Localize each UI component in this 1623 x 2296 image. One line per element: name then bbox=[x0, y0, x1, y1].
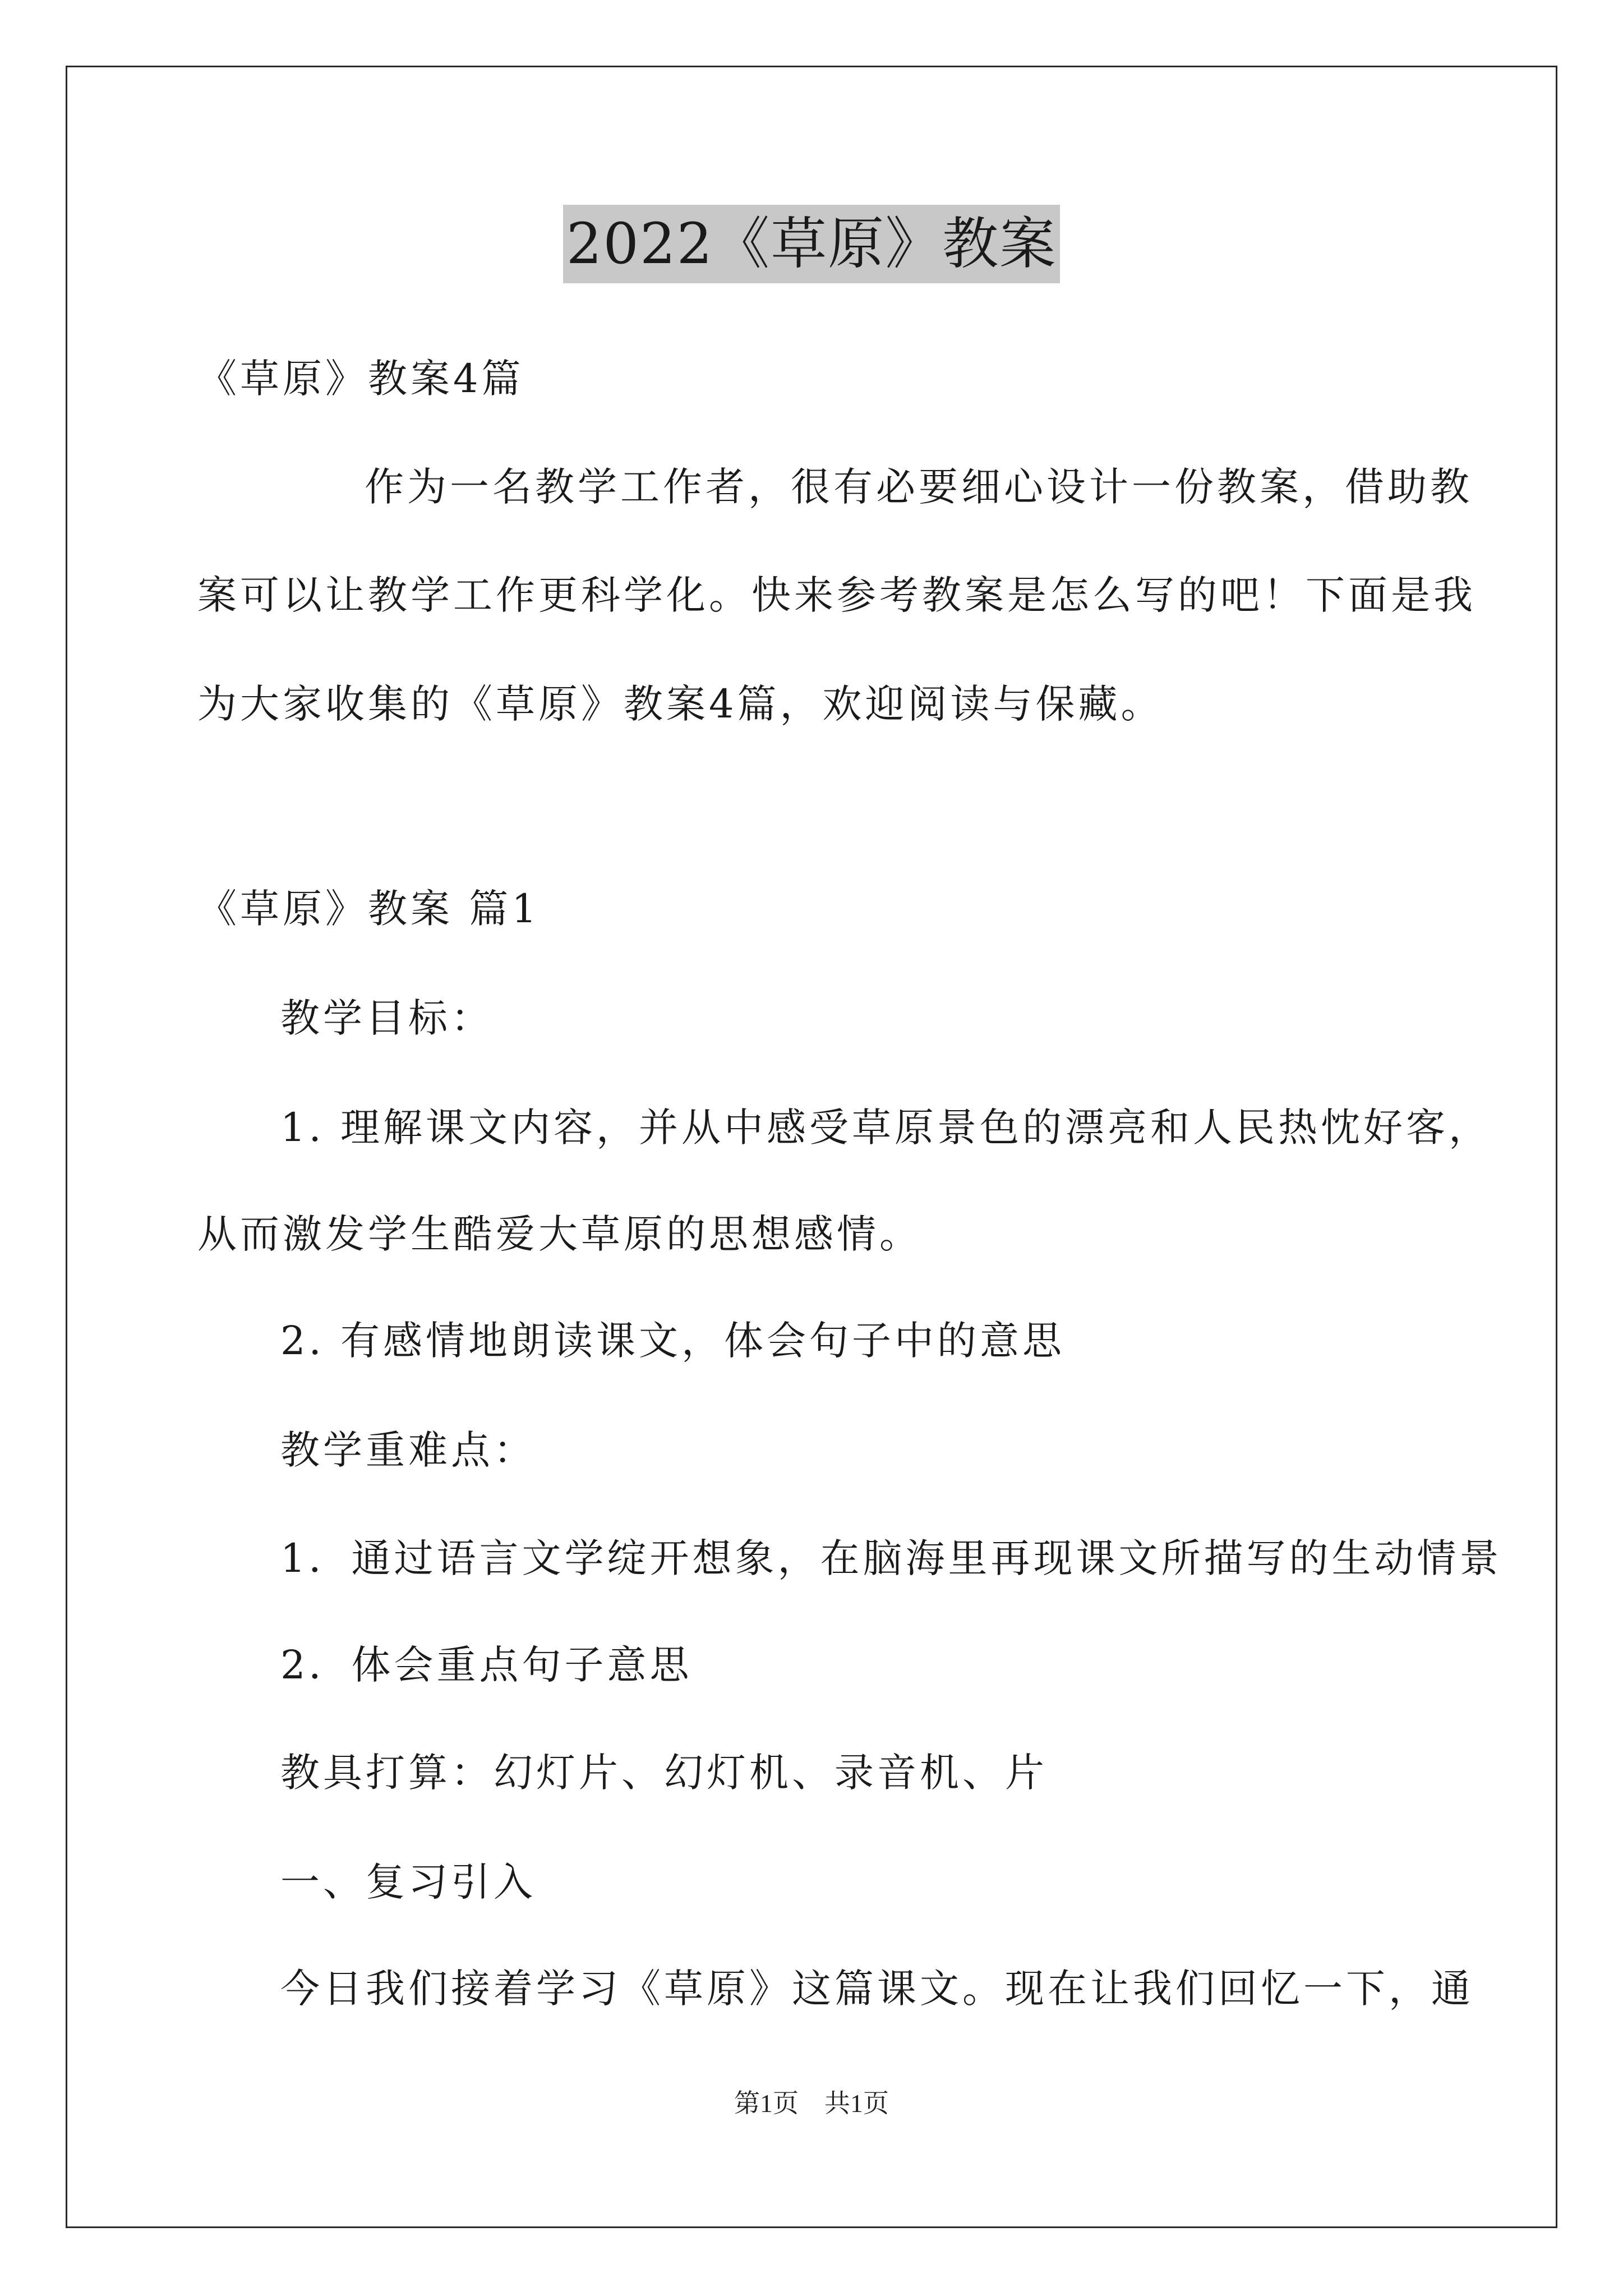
intro-line-1: 作为一名教学工作者，很有必要细心设计一份教案，借助教 bbox=[365, 464, 1473, 510]
body-line-5: 教学重难点： bbox=[280, 1427, 536, 1473]
body-line-7: 2．体会重点句子意思 bbox=[280, 1642, 693, 1688]
page-number: 第1页 bbox=[734, 2089, 799, 2118]
body-line-6: 1．通过语言文学绽开想象，在脑海里再现课文所描写的生动情景 bbox=[280, 1535, 1502, 1581]
body-line-4: 2. 有感情地朗读课文，体会句子中的意思 bbox=[280, 1318, 1066, 1364]
document-title: 2022《草原》教案 bbox=[563, 205, 1061, 283]
body-line-8: 教具打算：幻灯片、幻灯机、录音机、片 bbox=[280, 1750, 1048, 1796]
page-total: 共1页 bbox=[824, 2089, 889, 2118]
document-subtitle: 《草原》教案4篇 bbox=[197, 356, 524, 402]
title-wrap bbox=[0, 205, 1623, 283]
page-footer bbox=[0, 2087, 1623, 2120]
section-heading: 《草原》教案 篇1 bbox=[197, 886, 540, 932]
intro-line-3: 为大家收集的《草原》教案4篇，欢迎阅读与保藏。 bbox=[197, 681, 1164, 727]
body-line-9: 一、复习引入 bbox=[280, 1859, 536, 1905]
body-line-2: 1. 理解课文内容，并从中感受草原景色的漂亮和人民热忱好客， bbox=[280, 1105, 1492, 1151]
intro-line-2: 案可以让教学工作更科学化。快来参考教案是怎么写的吧！下面是我 bbox=[197, 572, 1476, 618]
body-line-1: 教学目标： bbox=[280, 995, 494, 1041]
body-line-3: 从而激发学生酷爱大草原的思想感情。 bbox=[197, 1211, 922, 1257]
body-line-10: 今日我们接着学习《草原》这篇课文。现在让我们回忆一下，通 bbox=[280, 1966, 1474, 2012]
